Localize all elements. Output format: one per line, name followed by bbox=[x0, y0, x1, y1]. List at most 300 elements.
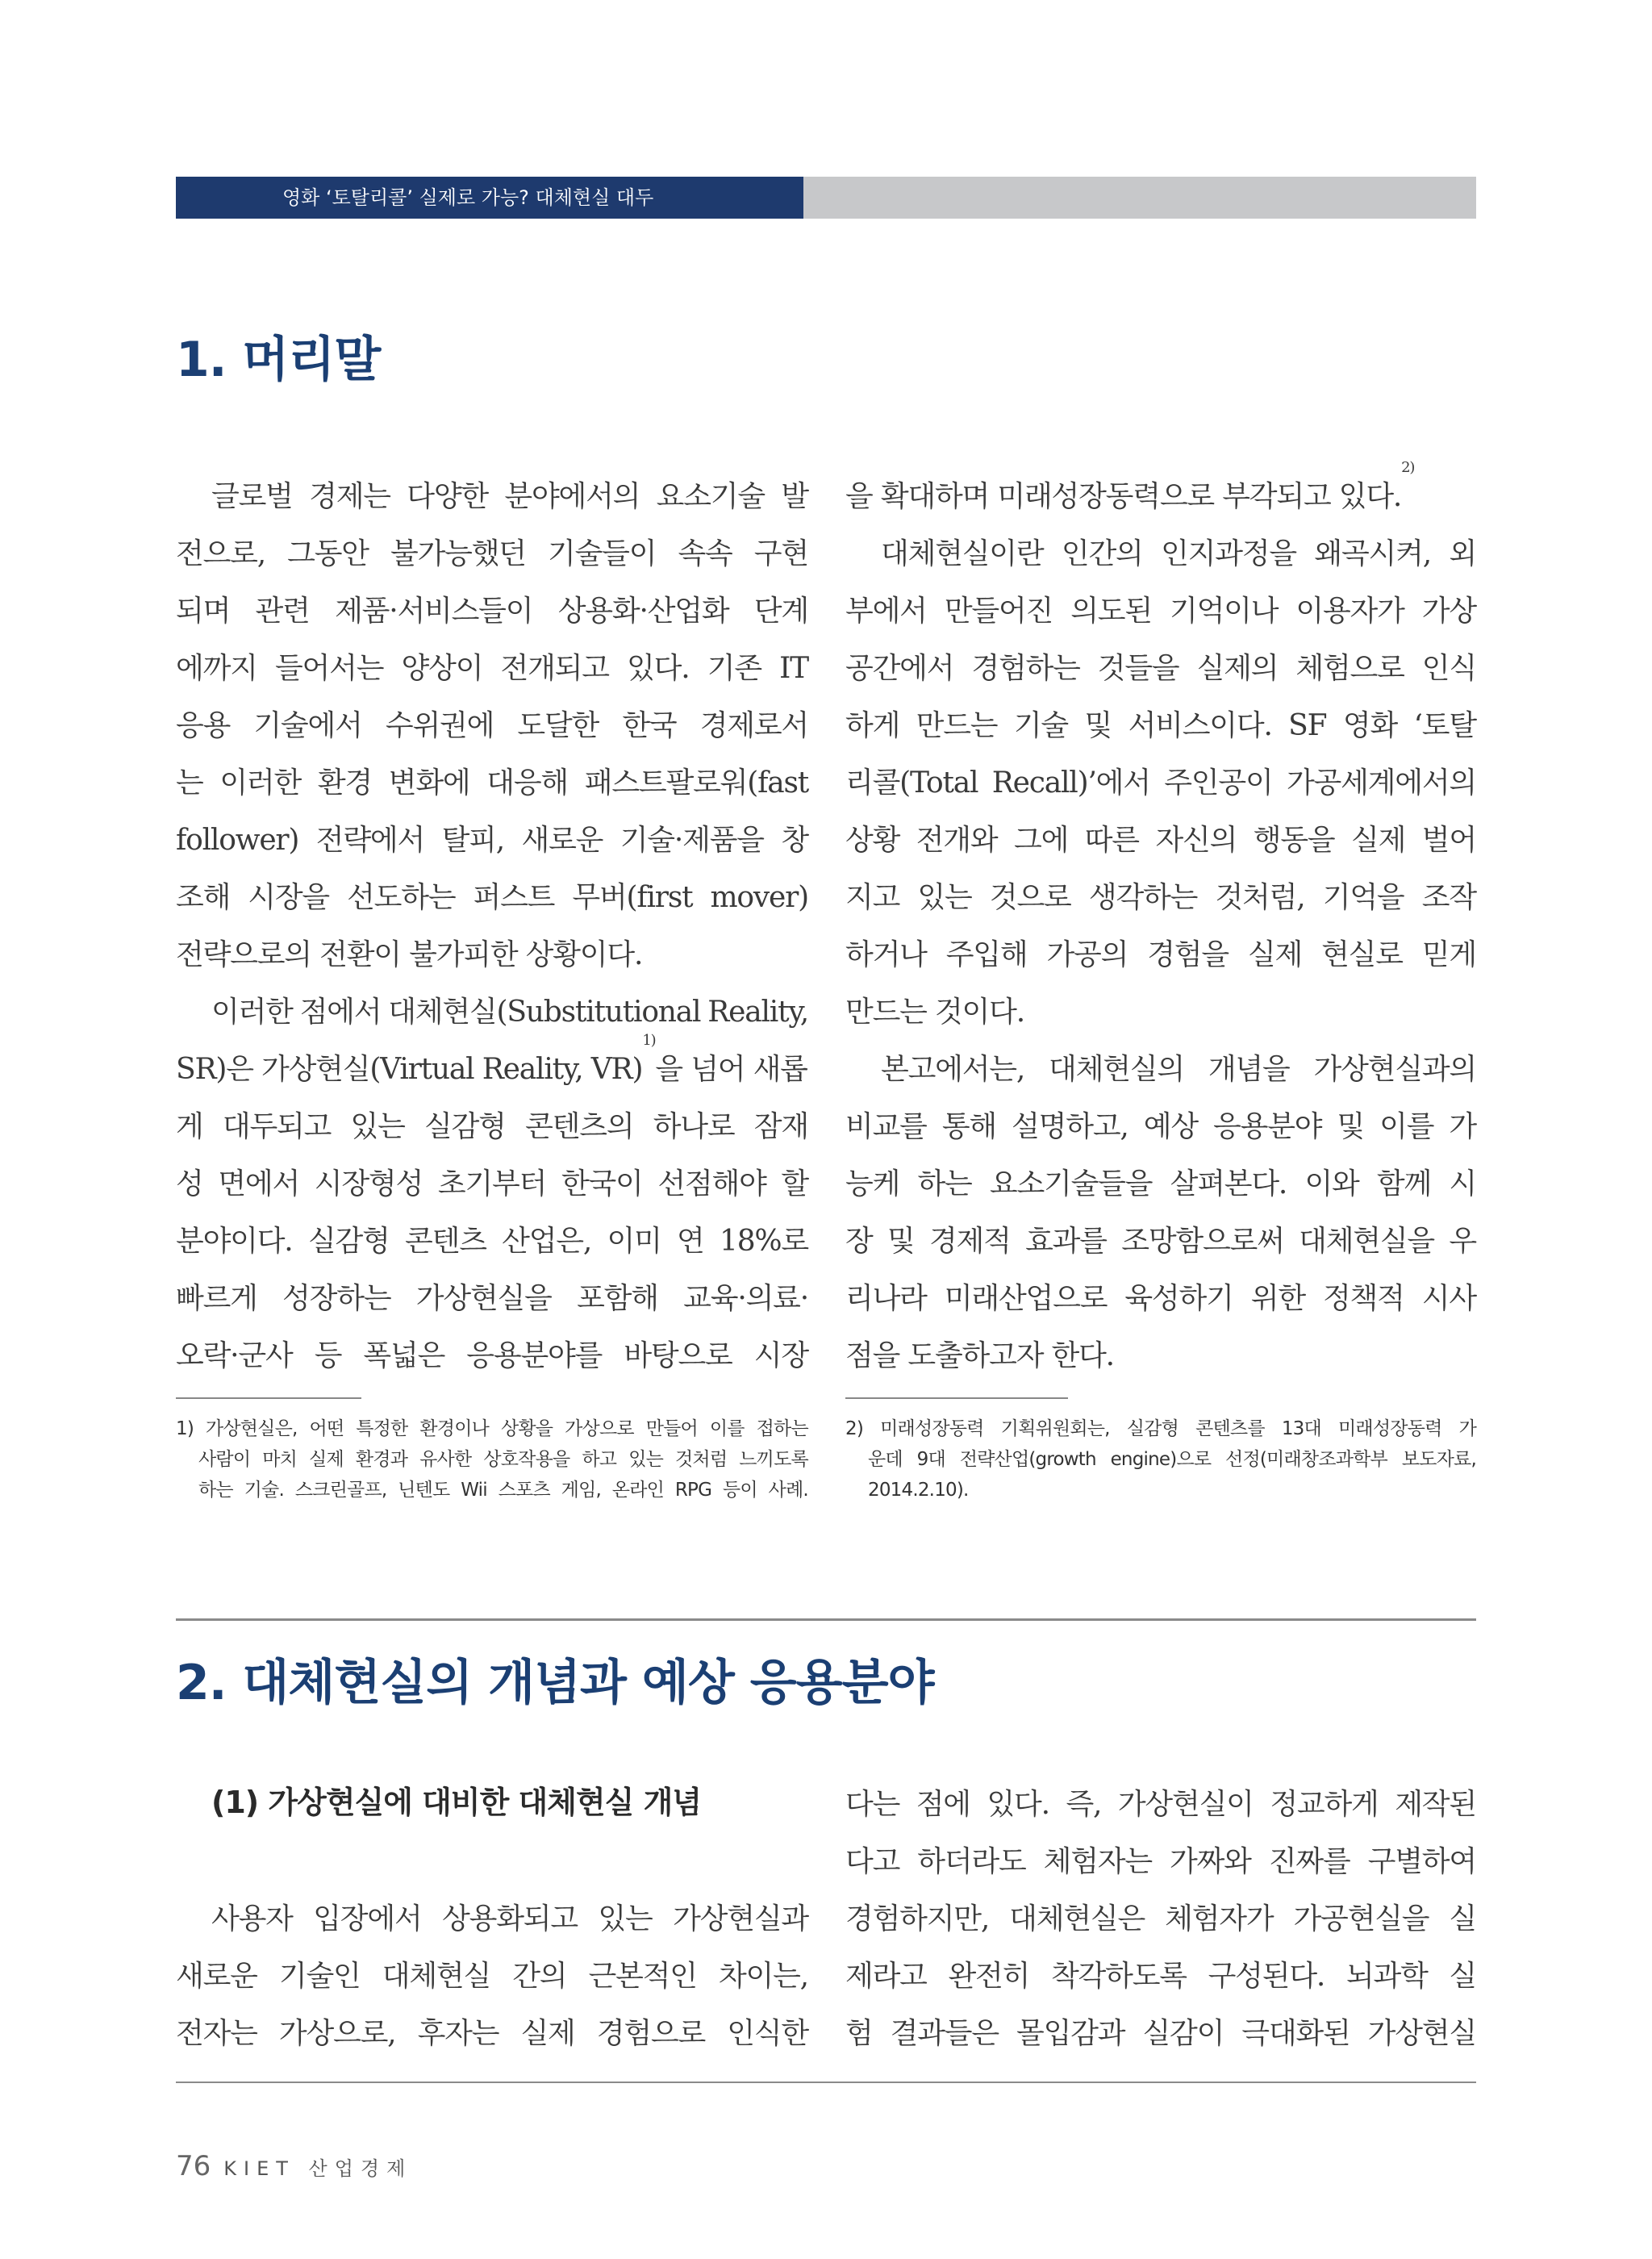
section-2-subheading: (1) 가상현실에 대비한 대체현실 개념 bbox=[211, 1785, 702, 1820]
word: 점에서 bbox=[299, 996, 382, 1029]
word: 인식 bbox=[1421, 652, 1476, 685]
word: 기존 bbox=[707, 652, 761, 685]
word: 다고 bbox=[845, 1845, 900, 1878]
word: 것으로 bbox=[989, 881, 1071, 914]
word: 요소기술 bbox=[656, 480, 765, 513]
word: 전략산업(growth bbox=[959, 1449, 1096, 1470]
text-line bbox=[176, 468, 808, 525]
word: 하게 bbox=[845, 709, 900, 742]
word: 하는 bbox=[198, 1480, 233, 1501]
text-line bbox=[176, 1270, 808, 1327]
word: 경험하지만, bbox=[845, 1902, 990, 1935]
section-divider bbox=[176, 1618, 1476, 1621]
word: 는 bbox=[176, 766, 203, 800]
word: 되며 bbox=[176, 595, 231, 628]
word: 통해 bbox=[941, 1110, 996, 1143]
word: 수위권에 bbox=[385, 709, 494, 742]
word: 다는 bbox=[845, 1788, 900, 1821]
word: 몰입감과 bbox=[1016, 2017, 1125, 2050]
word: 가공의 bbox=[1046, 938, 1128, 971]
word: 가 bbox=[1458, 1418, 1476, 1439]
word: 18%로 bbox=[720, 1225, 808, 1258]
word: 구성된다. bbox=[1208, 1960, 1325, 1993]
word: 에까지 bbox=[176, 652, 257, 685]
text-line bbox=[845, 869, 1476, 926]
word: 살펴본다. bbox=[1170, 1167, 1287, 1200]
word: 대체현실 bbox=[382, 1960, 491, 1993]
word: 닌텐도 bbox=[398, 1480, 450, 1501]
word: 기술·제품을 bbox=[620, 824, 764, 857]
word: 상황을 bbox=[500, 1418, 553, 1439]
word: 새로운 bbox=[521, 824, 603, 857]
word: 리콜(Total bbox=[845, 766, 978, 800]
word: 사례. bbox=[768, 1480, 808, 1501]
word: 위한 bbox=[1250, 1282, 1305, 1315]
word: 만들어진 bbox=[944, 595, 1053, 628]
word: 미래산업으로 bbox=[944, 1282, 1108, 1315]
text-line bbox=[176, 640, 808, 697]
text-line bbox=[176, 1327, 808, 1384]
word: 패스트팔로워(fast bbox=[584, 766, 808, 800]
text-line bbox=[176, 754, 808, 812]
word: 하는 bbox=[917, 1167, 972, 1200]
word: 선점해야 bbox=[657, 1167, 766, 1200]
word: 다양한 bbox=[407, 480, 488, 513]
text-line bbox=[845, 1213, 1476, 1270]
word: 게 bbox=[176, 1110, 203, 1143]
word: 성장하는 bbox=[282, 1282, 391, 1315]
word: 가상현실 bbox=[1367, 2017, 1476, 2050]
word: 새로운 bbox=[176, 1960, 257, 1993]
word: 것처럼 bbox=[675, 1449, 728, 1470]
word: 양상이 bbox=[401, 652, 483, 685]
word: 실감형 bbox=[1126, 1418, 1179, 1439]
word: 만들어 bbox=[645, 1418, 698, 1439]
text-line: 점을 도출하고자 한다. bbox=[845, 1339, 1114, 1372]
word: 빠르게 bbox=[176, 1282, 257, 1315]
word: mover) bbox=[710, 881, 808, 914]
text-line bbox=[845, 459, 1476, 525]
word: 이러한 bbox=[219, 766, 302, 800]
text-line bbox=[845, 1890, 1476, 1948]
word: 탈피, bbox=[441, 824, 504, 857]
word: 특정한 bbox=[356, 1418, 408, 1439]
word: 이를 bbox=[709, 1418, 745, 1439]
section-1-left-column bbox=[176, 468, 808, 1384]
word: 발 bbox=[781, 480, 808, 513]
text-line bbox=[176, 2005, 808, 2062]
word: 뇌과학 bbox=[1345, 1960, 1428, 1993]
word: 어떤 bbox=[309, 1418, 344, 1439]
word: 대체현실(Substitutional bbox=[388, 996, 701, 1029]
text-line bbox=[845, 640, 1476, 697]
word: 능케 bbox=[845, 1167, 900, 1200]
word: 가짜와 bbox=[1170, 1845, 1251, 1878]
word: RPG bbox=[674, 1480, 712, 1501]
word: 가 bbox=[1449, 1110, 1476, 1143]
header-title: 영화 ‘토탈리콜’ 실제로 가능? 대체현실 대두 bbox=[282, 186, 654, 209]
word: 하나로 bbox=[653, 1110, 735, 1143]
text-line bbox=[845, 1041, 1476, 1098]
word: follower) bbox=[176, 824, 299, 857]
word: 근본적인 bbox=[588, 1960, 697, 1993]
footnote-line bbox=[845, 1413, 1476, 1444]
word: 접하는 bbox=[756, 1418, 808, 1439]
word: 느끼도록 bbox=[739, 1449, 808, 1470]
word: 전으로, bbox=[176, 537, 265, 570]
word: 간의 bbox=[512, 1960, 567, 1993]
word: 실 bbox=[1449, 1902, 1476, 1935]
text-line bbox=[845, 525, 1476, 582]
word: 실제의 bbox=[1196, 652, 1279, 685]
word: Reality, bbox=[707, 996, 808, 1029]
word: 실감형 bbox=[307, 1225, 390, 1258]
word: 할 bbox=[781, 1167, 808, 1200]
word: 창 bbox=[781, 824, 808, 857]
text-line bbox=[176, 869, 808, 926]
section-1-right-column bbox=[845, 459, 1476, 1384]
word: 있다. bbox=[987, 1788, 1049, 1821]
word: 의도된 bbox=[1070, 595, 1152, 628]
word: 장 bbox=[845, 1225, 873, 1258]
page-number: 76 bbox=[176, 2150, 211, 2182]
word: 환경과 bbox=[355, 1449, 408, 1470]
word: 것들을 bbox=[1097, 652, 1179, 685]
text-line bbox=[176, 1890, 808, 1948]
word: 대체현실은 bbox=[1009, 1902, 1145, 1935]
word: 점에 bbox=[916, 1788, 970, 1821]
text-line bbox=[176, 812, 808, 869]
word: 교육·의료· bbox=[683, 1282, 808, 1315]
text-line bbox=[845, 1776, 1476, 1833]
word: 및 bbox=[1337, 1110, 1365, 1143]
word: 보도자료, bbox=[1401, 1449, 1476, 1470]
word: 체험자는 bbox=[1043, 1845, 1152, 1878]
text-line bbox=[845, 1270, 1476, 1327]
word: 경제적 bbox=[928, 1225, 1011, 1258]
word: 기획위원회는, bbox=[1000, 1418, 1110, 1439]
word: 시장을 bbox=[248, 881, 329, 914]
word: 현실로 bbox=[1321, 938, 1403, 971]
text-line bbox=[845, 2005, 1476, 2062]
word: 기억이나 bbox=[1170, 595, 1279, 628]
word: 효과를 bbox=[1025, 1225, 1107, 1258]
footnote-ref-1: 1) bbox=[642, 1032, 656, 1049]
word: 정책적 bbox=[1322, 1282, 1404, 1315]
word: 그동안 bbox=[287, 537, 369, 570]
word: 이용자가 bbox=[1295, 595, 1404, 628]
word: 마치 bbox=[262, 1449, 298, 1470]
word: 시 bbox=[1449, 1167, 1476, 1200]
word: 주인공이 bbox=[1164, 766, 1273, 800]
word: 개념을 bbox=[1208, 1053, 1290, 1086]
word: 후자는 bbox=[417, 2017, 499, 2050]
text-line bbox=[845, 582, 1476, 640]
text-fragment: 을 확대하며 미래성장동력으로 부각되고 있다. bbox=[845, 480, 1402, 513]
word: 응용분야 bbox=[1213, 1110, 1322, 1143]
page-footer bbox=[176, 2150, 412, 2182]
word: 인지과정을 bbox=[1161, 537, 1296, 570]
word: ‘토탈 bbox=[1413, 709, 1476, 742]
word: 퍼스트 bbox=[473, 881, 555, 914]
word: 이와 bbox=[1304, 1167, 1359, 1200]
word: 초기부터 bbox=[437, 1167, 547, 1200]
word: Recall)’에서 bbox=[991, 766, 1150, 800]
word: 환경이나 bbox=[419, 1418, 490, 1439]
word: 오락·군사 bbox=[176, 1339, 293, 1372]
word: 본고에서는, bbox=[881, 1053, 1025, 1086]
word: 미래성장동력 bbox=[880, 1418, 984, 1439]
word: 실감이 bbox=[1142, 2017, 1224, 2050]
word: 예상 bbox=[1143, 1110, 1198, 1143]
word: 정교하게 bbox=[1270, 1788, 1379, 1821]
word: 전개와 bbox=[916, 824, 998, 857]
word: 전자는 bbox=[176, 2017, 257, 2050]
word: 콘텐츠 bbox=[405, 1225, 486, 1258]
text-line bbox=[845, 926, 1476, 983]
text-line bbox=[176, 1213, 808, 1270]
word: 실감형 bbox=[424, 1110, 506, 1143]
word: 대체현실이란 bbox=[881, 537, 1044, 570]
word: 제라고 bbox=[845, 1960, 927, 1993]
word: 포함해 bbox=[577, 1282, 658, 1315]
word: 구별하여 bbox=[1367, 1845, 1476, 1878]
word: 완전히 bbox=[948, 1960, 1030, 1993]
word: 상황 bbox=[845, 824, 900, 857]
text-line bbox=[176, 525, 808, 582]
text-line bbox=[845, 754, 1476, 812]
footnote-line bbox=[176, 1444, 808, 1475]
word: 주입해 bbox=[945, 938, 1028, 971]
word: 기억을 bbox=[1322, 881, 1404, 914]
word: 도달한 bbox=[517, 709, 599, 742]
word: 실제 bbox=[520, 2017, 575, 2050]
word: 폭넓은 bbox=[363, 1339, 445, 1372]
word: 가상으로, bbox=[278, 2017, 396, 2050]
text-line bbox=[845, 812, 1476, 869]
word: 진짜를 bbox=[1268, 1845, 1350, 1878]
word: 시장 bbox=[753, 1339, 808, 1372]
word: 시장형성 bbox=[314, 1167, 423, 1200]
text-line bbox=[845, 1833, 1476, 1890]
word: 유사한 bbox=[419, 1449, 472, 1470]
word: 요소기술들을 bbox=[989, 1167, 1153, 1200]
word: 이러한 bbox=[211, 996, 293, 1029]
word: 상용화되고 bbox=[442, 1902, 578, 1935]
text-line: 전략으로의 전환이 불가피한 상황이다. bbox=[176, 938, 643, 971]
word: 육성하기 bbox=[1124, 1282, 1233, 1315]
word: 2) bbox=[845, 1418, 864, 1439]
word: 글로벌 bbox=[211, 480, 293, 513]
word: 제작된 bbox=[1395, 1788, 1476, 1821]
word: 바탕으로 bbox=[624, 1339, 732, 1372]
word: 이미 bbox=[607, 1225, 661, 1258]
text-fragment: SR)은 가상현실(Virtual Reality, VR) bbox=[176, 1053, 643, 1086]
word: 있다. bbox=[627, 652, 690, 685]
magazine-name: KIET 산업경제 bbox=[223, 2157, 413, 2180]
footnote-line bbox=[845, 1444, 1476, 1475]
word: 단계 bbox=[753, 595, 808, 628]
word: 인식한 bbox=[727, 2017, 808, 2050]
word: 경험을 bbox=[1147, 938, 1229, 971]
footnote-rule-left bbox=[176, 1397, 361, 1399]
word: 서비스이다. bbox=[1128, 709, 1272, 742]
word: 1) bbox=[176, 1418, 194, 1439]
word: 험 bbox=[845, 2017, 873, 2050]
word: 및 bbox=[1084, 709, 1112, 742]
word: 산업은, bbox=[502, 1225, 592, 1258]
word: 기술인 bbox=[278, 1960, 361, 1993]
word: 응용 bbox=[176, 709, 231, 742]
footnote-line bbox=[176, 1413, 808, 1444]
text-fragment: 을 넘어 새롭 bbox=[655, 1053, 807, 1086]
text-line: 만드는 것이다. bbox=[845, 996, 1024, 1029]
word: 왜곡시켜, bbox=[1314, 537, 1431, 570]
word: 극대화된 bbox=[1241, 2017, 1350, 2050]
word: 등이 bbox=[722, 1480, 757, 1501]
word: 우 bbox=[1449, 1225, 1476, 1258]
word: 응용분야를 bbox=[466, 1339, 603, 1372]
word: 벌어 bbox=[1421, 824, 1476, 857]
word: 기술들이 bbox=[548, 537, 657, 570]
word: 스포츠 bbox=[498, 1480, 550, 1501]
word: 한국 bbox=[622, 709, 677, 742]
word: 미래성장동력 bbox=[1337, 1418, 1442, 1439]
footnote-ref-2: 2) bbox=[1401, 459, 1415, 476]
word: 있는 bbox=[350, 1110, 405, 1143]
footnote-rule-right bbox=[845, 1397, 1068, 1399]
word: 인간의 bbox=[1061, 537, 1143, 570]
word: 공간에서 bbox=[845, 652, 954, 685]
section-2-heading: 2. 대체현실의 개념과 예상 응용분야 bbox=[176, 1655, 934, 1711]
word: Wii bbox=[461, 1480, 487, 1501]
word: 있는 bbox=[917, 881, 972, 914]
word: 속속 bbox=[678, 537, 732, 570]
word: 콘텐츠를 bbox=[1195, 1418, 1265, 1439]
word: 면에서 bbox=[218, 1167, 300, 1200]
word: 하거나 bbox=[845, 938, 927, 971]
word: 가상으로 bbox=[565, 1418, 634, 1439]
word: 결과들은 bbox=[890, 2017, 999, 2050]
word: 하고 bbox=[582, 1449, 617, 1470]
word: 행동을 bbox=[1253, 824, 1335, 857]
word: 분야이다. bbox=[176, 1225, 293, 1258]
word: 실제 bbox=[1247, 938, 1303, 971]
word: 조망함으로써 bbox=[1121, 1225, 1284, 1258]
word: 만드는 bbox=[916, 709, 998, 742]
word: 상용화·산업화 bbox=[557, 595, 729, 628]
word: 변화에 bbox=[388, 766, 470, 800]
text-line bbox=[176, 1155, 808, 1213]
word: 가상현실과의 bbox=[1313, 1053, 1476, 1086]
word: 경제로서 bbox=[699, 709, 808, 742]
word: 기술 bbox=[1013, 709, 1069, 742]
word: 전략에서 bbox=[315, 824, 425, 857]
section-1-heading: 1. 머리말 bbox=[176, 332, 381, 388]
word: 차이는, bbox=[718, 1960, 808, 1993]
word: 대체현실의 bbox=[1049, 1053, 1184, 1086]
text-line bbox=[845, 1155, 1476, 1213]
word: 사람이 bbox=[198, 1449, 251, 1470]
word: 콘텐츠의 bbox=[525, 1110, 634, 1143]
word: 선정(미래창조과학부 bbox=[1225, 1449, 1387, 1470]
word: 구현 bbox=[753, 537, 808, 570]
word: 기술에서 bbox=[253, 709, 362, 742]
word: 상호작용을 bbox=[483, 1449, 570, 1470]
footnote-1 bbox=[176, 1413, 808, 1505]
word: 대두되고 bbox=[222, 1110, 332, 1143]
word: 외 bbox=[1449, 537, 1476, 570]
text-line bbox=[845, 697, 1476, 754]
footnote-line: 2014.2.10). bbox=[868, 1480, 969, 1501]
word: 하더라도 bbox=[917, 1845, 1026, 1878]
word: 가공현실을 bbox=[1293, 1902, 1429, 1935]
word: 환경 bbox=[317, 766, 372, 800]
word: 실 bbox=[1449, 1960, 1476, 1993]
word: 것처럼, bbox=[1215, 881, 1305, 914]
word: 관련 bbox=[255, 595, 310, 628]
word: 온라인 bbox=[611, 1480, 665, 1501]
word: 가공세계에서의 bbox=[1286, 766, 1476, 800]
word: 함께 bbox=[1376, 1167, 1432, 1200]
word: 있는 bbox=[628, 1449, 664, 1470]
word: 운데 bbox=[868, 1449, 903, 1470]
word: 입장에서 bbox=[313, 1902, 422, 1935]
word: 성 bbox=[176, 1167, 203, 1200]
word: 대응해 bbox=[486, 766, 568, 800]
word: engine)으로 bbox=[1110, 1449, 1212, 1470]
word: 경제는 bbox=[309, 480, 390, 513]
word: IT bbox=[779, 652, 808, 685]
word: 있는 bbox=[598, 1902, 653, 1935]
word: 착각하도록 bbox=[1050, 1960, 1187, 1993]
text-line bbox=[176, 1098, 808, 1155]
word: 들어서는 bbox=[274, 652, 384, 685]
word: 9대 bbox=[916, 1449, 945, 1470]
text-line bbox=[176, 1948, 808, 2005]
word: 조작 bbox=[1421, 881, 1476, 914]
word: 잠재 bbox=[753, 1110, 808, 1143]
word: 따른 bbox=[1084, 824, 1139, 857]
word: 13대 bbox=[1281, 1418, 1321, 1439]
word: 가상현실이 bbox=[1117, 1788, 1254, 1821]
word: 분야에서의 bbox=[504, 480, 640, 513]
word: 연 bbox=[677, 1225, 704, 1258]
word: 실제 bbox=[1351, 824, 1406, 857]
word: 전개되고 bbox=[500, 652, 609, 685]
word: 사용자 bbox=[211, 1902, 293, 1935]
footnote-line bbox=[176, 1475, 808, 1505]
word: 제품·서비스들이 bbox=[335, 595, 533, 628]
text-line bbox=[176, 983, 808, 1041]
word: 가상현실을 bbox=[415, 1282, 552, 1315]
word: 비교를 bbox=[845, 1110, 927, 1143]
word: SF bbox=[1288, 709, 1327, 742]
word: 영화 bbox=[1342, 709, 1398, 742]
word: 및 bbox=[886, 1225, 915, 1258]
word: 무버(first bbox=[572, 881, 693, 914]
word: 게임, bbox=[561, 1480, 602, 1501]
word: 대체현실을 bbox=[1299, 1225, 1435, 1258]
word: 기술. bbox=[244, 1480, 284, 1501]
section-2-left-column bbox=[176, 1890, 808, 2062]
page-bottom-rule bbox=[176, 2082, 1476, 2083]
word: 실제 bbox=[309, 1449, 344, 1470]
word: 가상 bbox=[1421, 595, 1476, 628]
text-line bbox=[176, 697, 808, 754]
word: 시사 bbox=[1421, 1282, 1476, 1315]
word: 경험으로 bbox=[596, 2017, 706, 2050]
